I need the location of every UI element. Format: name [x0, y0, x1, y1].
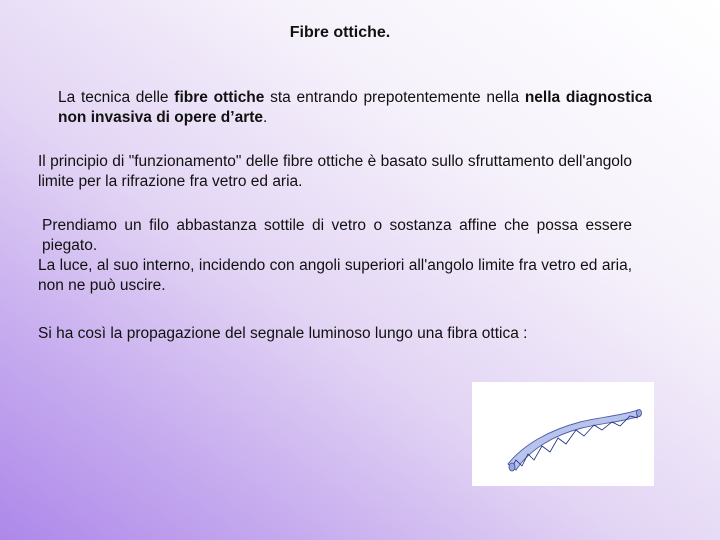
intro-bold-fibre-ottiche: fibre ottiche	[174, 89, 265, 106]
intro-text-2: sta entrando prepotentemente nella	[264, 89, 525, 106]
intro-text-1: La tecnica delle	[58, 89, 175, 106]
intro-bold-diagnostica: nella diagnostica non invasiva di opere d’arte	[58, 89, 652, 126]
optical-fiber-icon	[472, 382, 654, 486]
example-line-glass-thread: Prendiamo un filo abbastanza sottile di vetro o sostanza affine che possa essere piegato.	[42, 217, 632, 254]
example-line-light-inside: La luce, al suo interno, incidendo con angoli superiori all'angolo limite fra vetro ed aria, non ne può uscire.	[38, 257, 632, 294]
paragraph-principle: Il principio di "funzionamento" delle fibre ottiche è basato sullo sfruttamento dell'angolo limite per la rifrazione fra vetro ed aria.	[38, 153, 632, 190]
paragraph-propagation: Si ha così la propagazione del segnale luminoso lungo una fibra ottica :	[38, 325, 528, 342]
fiber-entry-end	[509, 463, 515, 471]
fiber-body	[508, 410, 640, 470]
slide-title: Fibre ottiche.	[289, 24, 391, 41]
paragraph-example	[38, 216, 632, 296]
optical-fiber-illustration	[472, 382, 654, 486]
paragraph-intro	[38, 88, 652, 128]
intro-text-3: .	[263, 109, 268, 126]
fiber-exit-end	[637, 410, 642, 417]
